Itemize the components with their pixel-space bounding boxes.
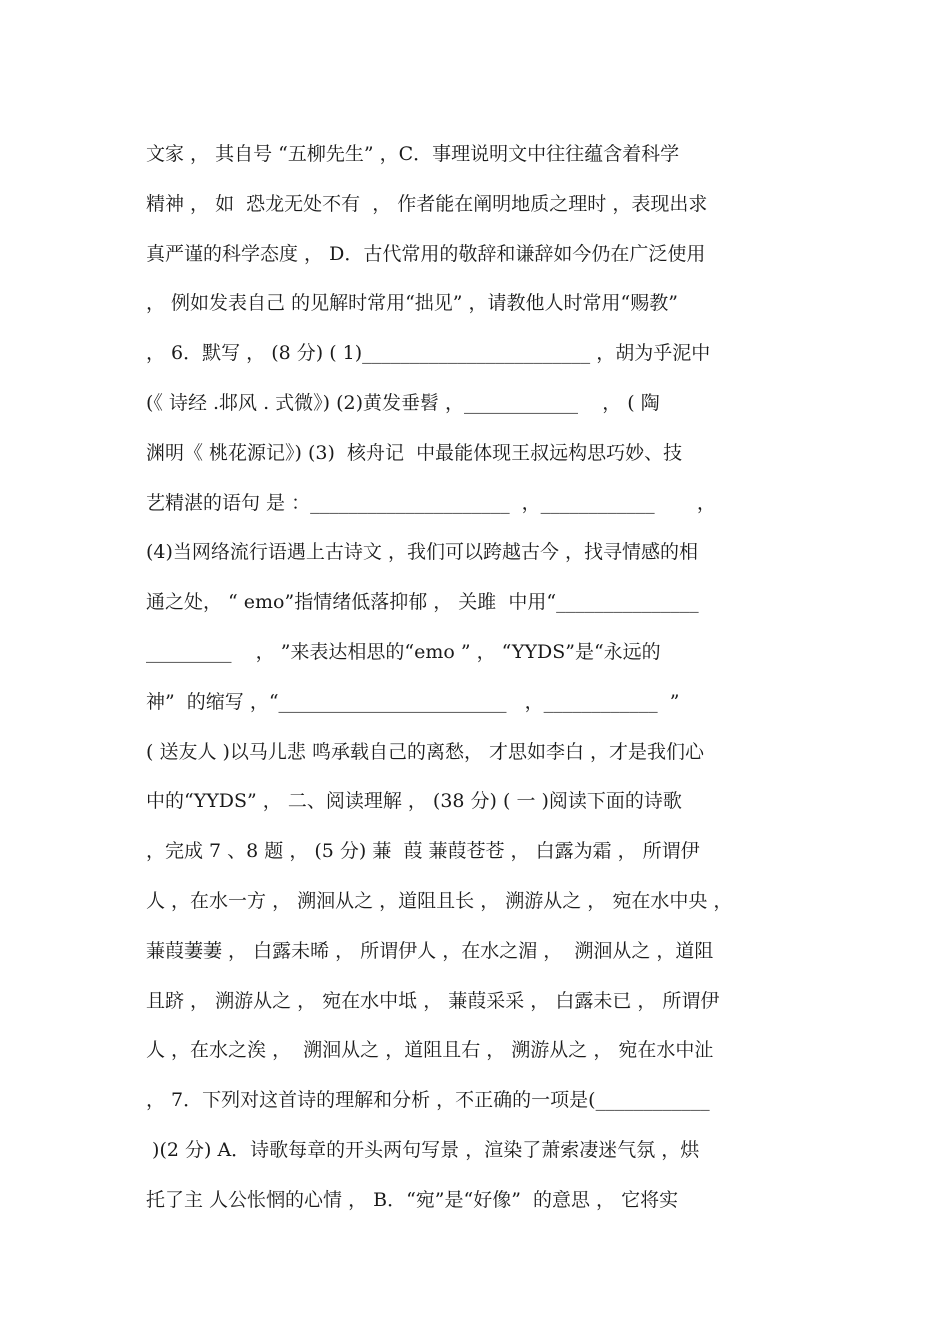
text-line: ， 7．下列对这首诗的理解和分析 ，不正确的一项是(____________ [146, 1089, 710, 1112]
text-line: _________ ， ”来表达相思的“emo ” ， “YYDS”是“永远的 [146, 640, 661, 663]
text-line: 真严谨的科学态度 ， D．古代常用的敬辞和谦辞如今仍在广泛使用 [146, 242, 706, 265]
text-line: ( 送友人 )以马儿悲 鸣承载自己的离愁， 才思如李白 ，才是我们心 [146, 740, 705, 763]
text-line: ， 6．默写 ， (8 分) ( 1)________________________ ，胡为乎泥中 [146, 342, 711, 365]
text-line: 神” 的缩写 ，“________________________ ，____________ ” [146, 690, 680, 713]
text-line: 且跻 ， 溯游从之 ， 宛在水中坻 ， 蒹葭采采 ， 白露未已 ， 所谓伊 [146, 989, 720, 1012]
text-line: 文家 ， 其自号 “五柳先生” ，C．事理说明文中往往蕴含着科学 [146, 143, 680, 165]
text-line: 中的“YYDS” ， 二、阅读理解 ， (38 分) ( 一 )阅读下面的诗歌 [146, 790, 682, 813]
text-line: 托了主 人公怅惘的心情 ， B．“宛”是“好像” 的意思 ， 它将实 [146, 1188, 679, 1211]
text-line: 渊明《 桃花源记》) (3) 核舟记 中最能体现王叔远构思巧妙、技 [146, 441, 683, 464]
text-line: 人 ，在水一方 ， 溯洄从之 ，道阻且长 ， 溯游从之 ， 宛在水中央 ， [146, 889, 733, 912]
text-line: ， 例如发表自己 的见解时常用“拙见” ，请教他人时常用“赐教” [146, 292, 678, 315]
text-line: ，完成 7 、8 题 ， (5 分) 蒹 葭 蒹葭苍苍 ， 白露为霜 ， 所谓伊 [146, 840, 700, 863]
text-line: )(2 分) A．诗歌每章的开头两句写景 ，渲染了萧索凄迷气氛 ，烘 [146, 1138, 700, 1161]
text-line: 精神 ， 如 恐龙无处不有 ， 作者能在阐明地质之理时 ，表现出求 [146, 192, 708, 215]
text-line: 通之处， “ emo”指情绪低落抑郁 ， 关雎 中用“_______________ [146, 591, 699, 614]
body-text [146, 130, 811, 1226]
text-line: (4)当网络流行语遇上古诗文 ，我们可以跨越古今 ，找寻情感的相 [146, 541, 698, 564]
text-line: 蒹葭萋萋 ， 白露未晞 ， 所谓伊人 ，在水之湄 ， 溯洄从之 ，道阻 [146, 939, 714, 962]
text-line: 人 ，在水之涘 ， 溯洄从之 ，道阻且右 ， 溯游从之 ， 宛在水中沚 [146, 1039, 714, 1062]
text-line: 艺精湛的语句 是 ：_____________________ ，____________ ， [146, 491, 716, 514]
text-line: (《 诗经 .邶风 . 式微》) (2)黄发垂髫 ，____________ ， ( 陶 [146, 391, 660, 414]
